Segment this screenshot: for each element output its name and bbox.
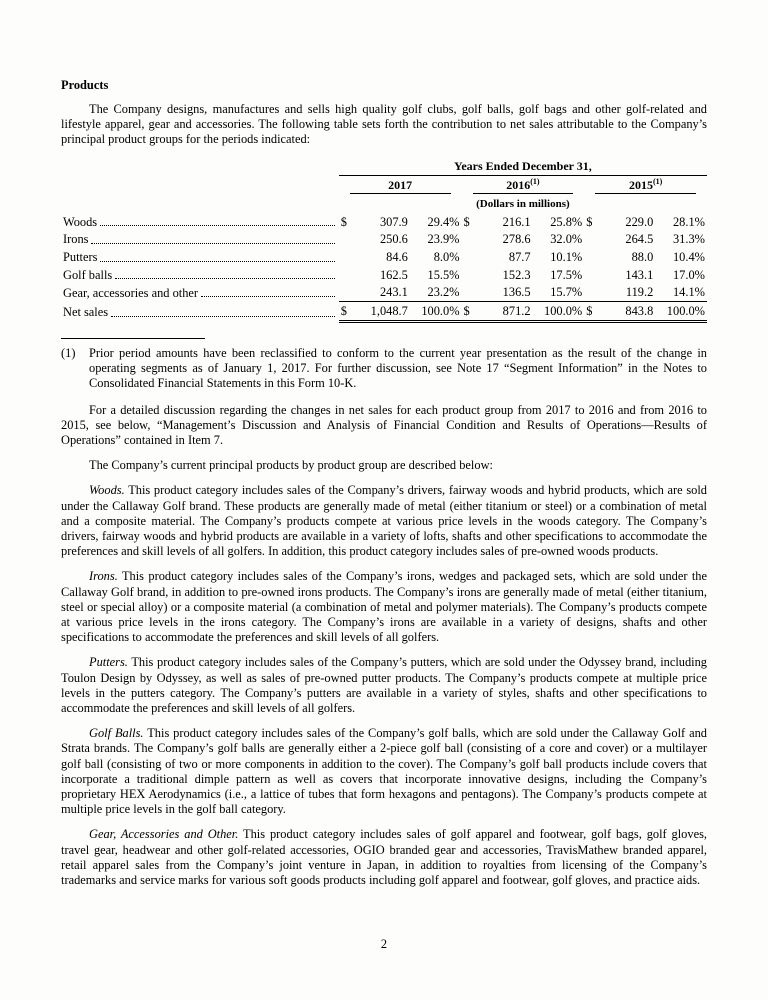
percent-value: 32.0% <box>550 232 583 247</box>
row-label-wrap <box>63 286 337 301</box>
row-label-cell <box>61 266 339 284</box>
row-label-cell <box>61 249 339 267</box>
dollar-value: 229.0 <box>625 214 654 229</box>
dollar-cell <box>339 249 410 267</box>
table-row <box>61 266 707 284</box>
dollar-cell <box>584 266 655 284</box>
dollar-sign: $ <box>340 214 347 229</box>
dollar-sign: $ <box>586 214 593 229</box>
page-number: 2 <box>380 937 388 951</box>
year-column-2015 <box>584 176 707 196</box>
spacer-cell <box>61 158 339 176</box>
description-lead: Golf Balls. <box>89 726 144 741</box>
row-label: Gear, accessories and other <box>63 285 199 300</box>
percent-value: 31.3% <box>672 232 705 247</box>
percent-cell <box>655 249 707 267</box>
dollar-value: 136.5 <box>502 285 531 300</box>
table-row <box>61 231 707 249</box>
section-heading: Products <box>61 78 109 92</box>
dot-leader <box>100 261 334 262</box>
table-head <box>61 158 707 214</box>
percent-cell <box>533 302 585 322</box>
percent-cell <box>655 302 707 322</box>
year-header <box>595 178 696 195</box>
footnote-text: Prior period amounts have been reclassified to conform to the current year presentation as the result of the change in operating segments as of January 1, 2017. For further discussion, see Note 17 “Segment Information” in the Notes to Consolidated Financial Statements in this Form 10-K. <box>89 345 707 391</box>
dot-leader <box>100 225 335 226</box>
dollar-cell <box>584 231 655 249</box>
year-header-row <box>61 176 707 196</box>
dollar-value: 307.9 <box>379 214 408 229</box>
dollar-cell <box>584 284 655 302</box>
year-label: 2015 <box>628 177 653 192</box>
description-irons <box>61 569 707 645</box>
percent-cell <box>410 266 462 284</box>
table-body <box>61 213 707 321</box>
table-row <box>61 284 707 302</box>
intro-paragraph: The Company designs, manufactures and sells high quality golf clubs, golf balls, golf bags and other golf-related and lifestyle apparel, gear and accessories. The following table sets forth the contribution to net sales attributable to the Company’s principal product groups for the periods indicated: <box>61 102 707 147</box>
dollar-value: 162.5 <box>379 267 408 282</box>
dot-leader <box>201 296 335 297</box>
dollar-cell <box>462 231 533 249</box>
percent-value: 100.0% <box>544 303 583 318</box>
dot-leader <box>115 278 335 279</box>
year-column-2017 <box>339 176 462 196</box>
footnote-ref: (1) <box>530 176 540 186</box>
description-text: This product category includes sales of golf apparel and footwear, golf bags, golf gloves, travel gear, headwear and other golf-related accessories, OGIO branded gear and accessories, TravisMathew branded apparel, retail apparel sales from the Company’s joint venture in Japan, in addition to royalties from licensing of the Company’s trademarks and service marks for various soft goods products including golf apparel and footwear, golf gloves, and practice aids. <box>61 827 707 888</box>
description-text: This product category includes sales of the Company’s golf balls, which are sold under the Callaway Golf and Strata brands. The Company’s golf balls are generally either a 2-piece golf ball (consisting of a core and cover) or a multilayer golf ball (consisting of two or more components in addition to the cover). The Company’s golf ball products include covers that incorporate a traditional dimple pattern as well as covers that incorporate innovative designs, including the Company’s proprietary HEX Aerodynamics (i.e., a lattice of tubes that form hexagons and pentagons). The Company’s products compete at multiple price levels in the golf ball category. <box>61 726 707 817</box>
dollar-value: 264.5 <box>625 232 654 247</box>
table-caption: Years Ended December 31, <box>339 158 707 176</box>
description-woods <box>61 483 707 559</box>
dollar-cell <box>462 249 533 267</box>
dollar-value: 84.6 <box>386 250 408 265</box>
dollar-cell <box>462 213 533 231</box>
row-label-wrap <box>63 305 337 320</box>
products-intro-paragraph: The Company’s current principal products by product group are described below: <box>89 458 493 473</box>
percent-cell <box>533 249 585 267</box>
row-label-cell <box>61 213 339 231</box>
row-label: Golf balls <box>63 267 113 282</box>
dollar-value: 1,048.7 <box>370 303 408 318</box>
unit-note: (Dollars in millions) <box>476 198 570 211</box>
dollar-value: 843.8 <box>625 303 654 318</box>
percent-value: 23.9% <box>427 232 460 247</box>
percent-cell <box>533 213 585 231</box>
percent-cell <box>533 284 585 302</box>
percent-cell <box>533 231 585 249</box>
dot-leader <box>91 243 334 244</box>
percent-value: 15.5% <box>427 267 460 282</box>
percent-cell <box>410 284 462 302</box>
dollar-cell <box>339 266 410 284</box>
row-label-wrap <box>63 268 337 283</box>
table-caption-row <box>61 158 707 176</box>
dollar-cell <box>584 302 655 322</box>
percent-cell <box>533 266 585 284</box>
percent-value: 28.1% <box>672 214 705 229</box>
year-header <box>473 178 574 195</box>
dot-leader <box>111 316 335 317</box>
description-lead: Irons. <box>89 569 118 584</box>
footnote-separator <box>61 338 205 339</box>
row-label-cell <box>61 231 339 249</box>
percent-value: 15.7% <box>550 285 583 300</box>
year-column-2016 <box>462 176 585 196</box>
discussion-paragraph: For a detailed discussion regarding the changes in net sales for each product group from 2017 to 2016 and from 2016 to 2015, see below, “Management’s Discussion and Analysis of Financial Condition and Results of Operations—Results of Operations” contained in Item 7. <box>61 402 707 447</box>
percent-cell <box>410 231 462 249</box>
percent-value: 10.1% <box>550 250 583 265</box>
net-sales-table <box>61 158 707 323</box>
dollar-value: 871.2 <box>502 303 531 318</box>
year-header <box>350 178 451 195</box>
footnote <box>61 346 707 392</box>
row-label: Irons <box>63 232 89 247</box>
description-lead: Putters. <box>89 655 128 670</box>
dollar-value: 250.6 <box>379 232 408 247</box>
dollar-cell <box>462 284 533 302</box>
percent-value: 23.2% <box>427 285 460 300</box>
percent-value: 100.0% <box>421 303 460 318</box>
table-row <box>61 213 707 231</box>
dollar-cell <box>339 302 410 322</box>
percent-cell <box>410 213 462 231</box>
dollar-sign: $ <box>586 303 593 318</box>
dollar-value: 88.0 <box>631 250 654 265</box>
spacer-cell <box>61 176 339 196</box>
description-gear-accessories <box>61 827 707 888</box>
dollar-cell <box>462 302 533 322</box>
row-label: Net sales <box>63 305 109 320</box>
dollar-sign: $ <box>463 214 470 229</box>
dollar-cell <box>339 231 410 249</box>
dollar-value: 143.1 <box>625 267 654 282</box>
dollar-value: 216.1 <box>502 214 531 229</box>
percent-cell <box>655 266 707 284</box>
row-label-wrap <box>63 215 337 230</box>
dollar-cell <box>339 284 410 302</box>
row-label-cell <box>61 302 339 322</box>
percent-value: 14.1% <box>672 285 705 300</box>
dollar-value: 278.6 <box>502 232 531 247</box>
spacer-cell <box>61 196 339 214</box>
percent-value: 10.4% <box>672 250 705 265</box>
row-label: Putters <box>63 250 98 265</box>
description-text: This product category includes sales of the Company’s irons, wedges and packaged sets, which are sold under the Callaway Golf brand, in addition to pre-owned irons products. The Company’s irons are generally made of metal (either titanium, steel or special alloy) or a composite material (a combination of metal and polymer materials). The Company’s products compete at various price levels in the irons category. The Company’s irons are available in a variety of designs, shafts and other specifications to accommodate the preferences and skill levels of all golfers. <box>61 569 707 645</box>
dollar-sign: $ <box>463 303 470 318</box>
footnote-marker: (1) <box>61 345 76 360</box>
percent-cell <box>655 284 707 302</box>
table-row-total <box>61 302 707 322</box>
description-text: This product category includes sales of the Company’s putters, which are sold under the Odyssey brand, including Toulon Design by Odyssey, as well as sales of pre-owned putter products. The Company’s products compete at multiple price levels in the putters category. The Company’s putters are available in a variety of styles, shafts and other specifications to accommodate the preferences and skill levels of all golfers. <box>61 655 707 716</box>
percent-value: 8.0% <box>433 250 460 265</box>
footnote-ref: (1) <box>652 176 663 186</box>
dollar-cell <box>584 249 655 267</box>
dollar-cell <box>339 213 410 231</box>
description-lead: Woods. <box>89 483 125 498</box>
row-label-cell <box>61 284 339 302</box>
percent-cell <box>410 249 462 267</box>
percent-value: 17.0% <box>672 267 705 282</box>
dollar-sign: $ <box>340 303 347 318</box>
row-label-wrap <box>63 250 337 265</box>
dollar-cell <box>462 266 533 284</box>
percent-cell <box>410 302 462 322</box>
description-putters <box>61 655 707 716</box>
percent-value: 25.8% <box>550 214 583 229</box>
dollar-cell <box>584 213 655 231</box>
dollar-value: 152.3 <box>502 267 531 282</box>
description-golf-balls <box>61 726 707 817</box>
description-lead: Gear, Accessories and Other. <box>89 827 239 842</box>
percent-value: 29.4% <box>427 214 460 229</box>
dollar-value: 87.7 <box>508 250 531 265</box>
year-label: 2016 <box>506 177 531 192</box>
unit-note-row <box>61 196 707 214</box>
table-row <box>61 249 707 267</box>
percent-cell <box>655 213 707 231</box>
row-label-wrap <box>63 232 337 247</box>
dollar-value: 243.1 <box>379 285 408 300</box>
percent-value: 100.0% <box>666 303 705 318</box>
dollar-value: 119.2 <box>625 285 654 300</box>
description-text: This product category includes sales of the Company’s drivers, fairway woods and hybrid products, which are sold under the Callaway Golf brand. These products are generally made of metal (either titanium or steel) or a combination of metal and a composite material. The Company’s products compete at various price levels in the woods category. The Company’s drivers, fairway woods and hybrid products are available in a variety of lofts, shafts and other specifications to accommodate the preferences and skill levels of all golfers. In addition, this product category includes sales of pre-owned woods products. <box>61 483 707 559</box>
percent-value: 17.5% <box>550 267 583 282</box>
percent-cell <box>655 231 707 249</box>
year-label: 2017 <box>388 177 413 192</box>
row-label: Woods <box>63 214 98 229</box>
